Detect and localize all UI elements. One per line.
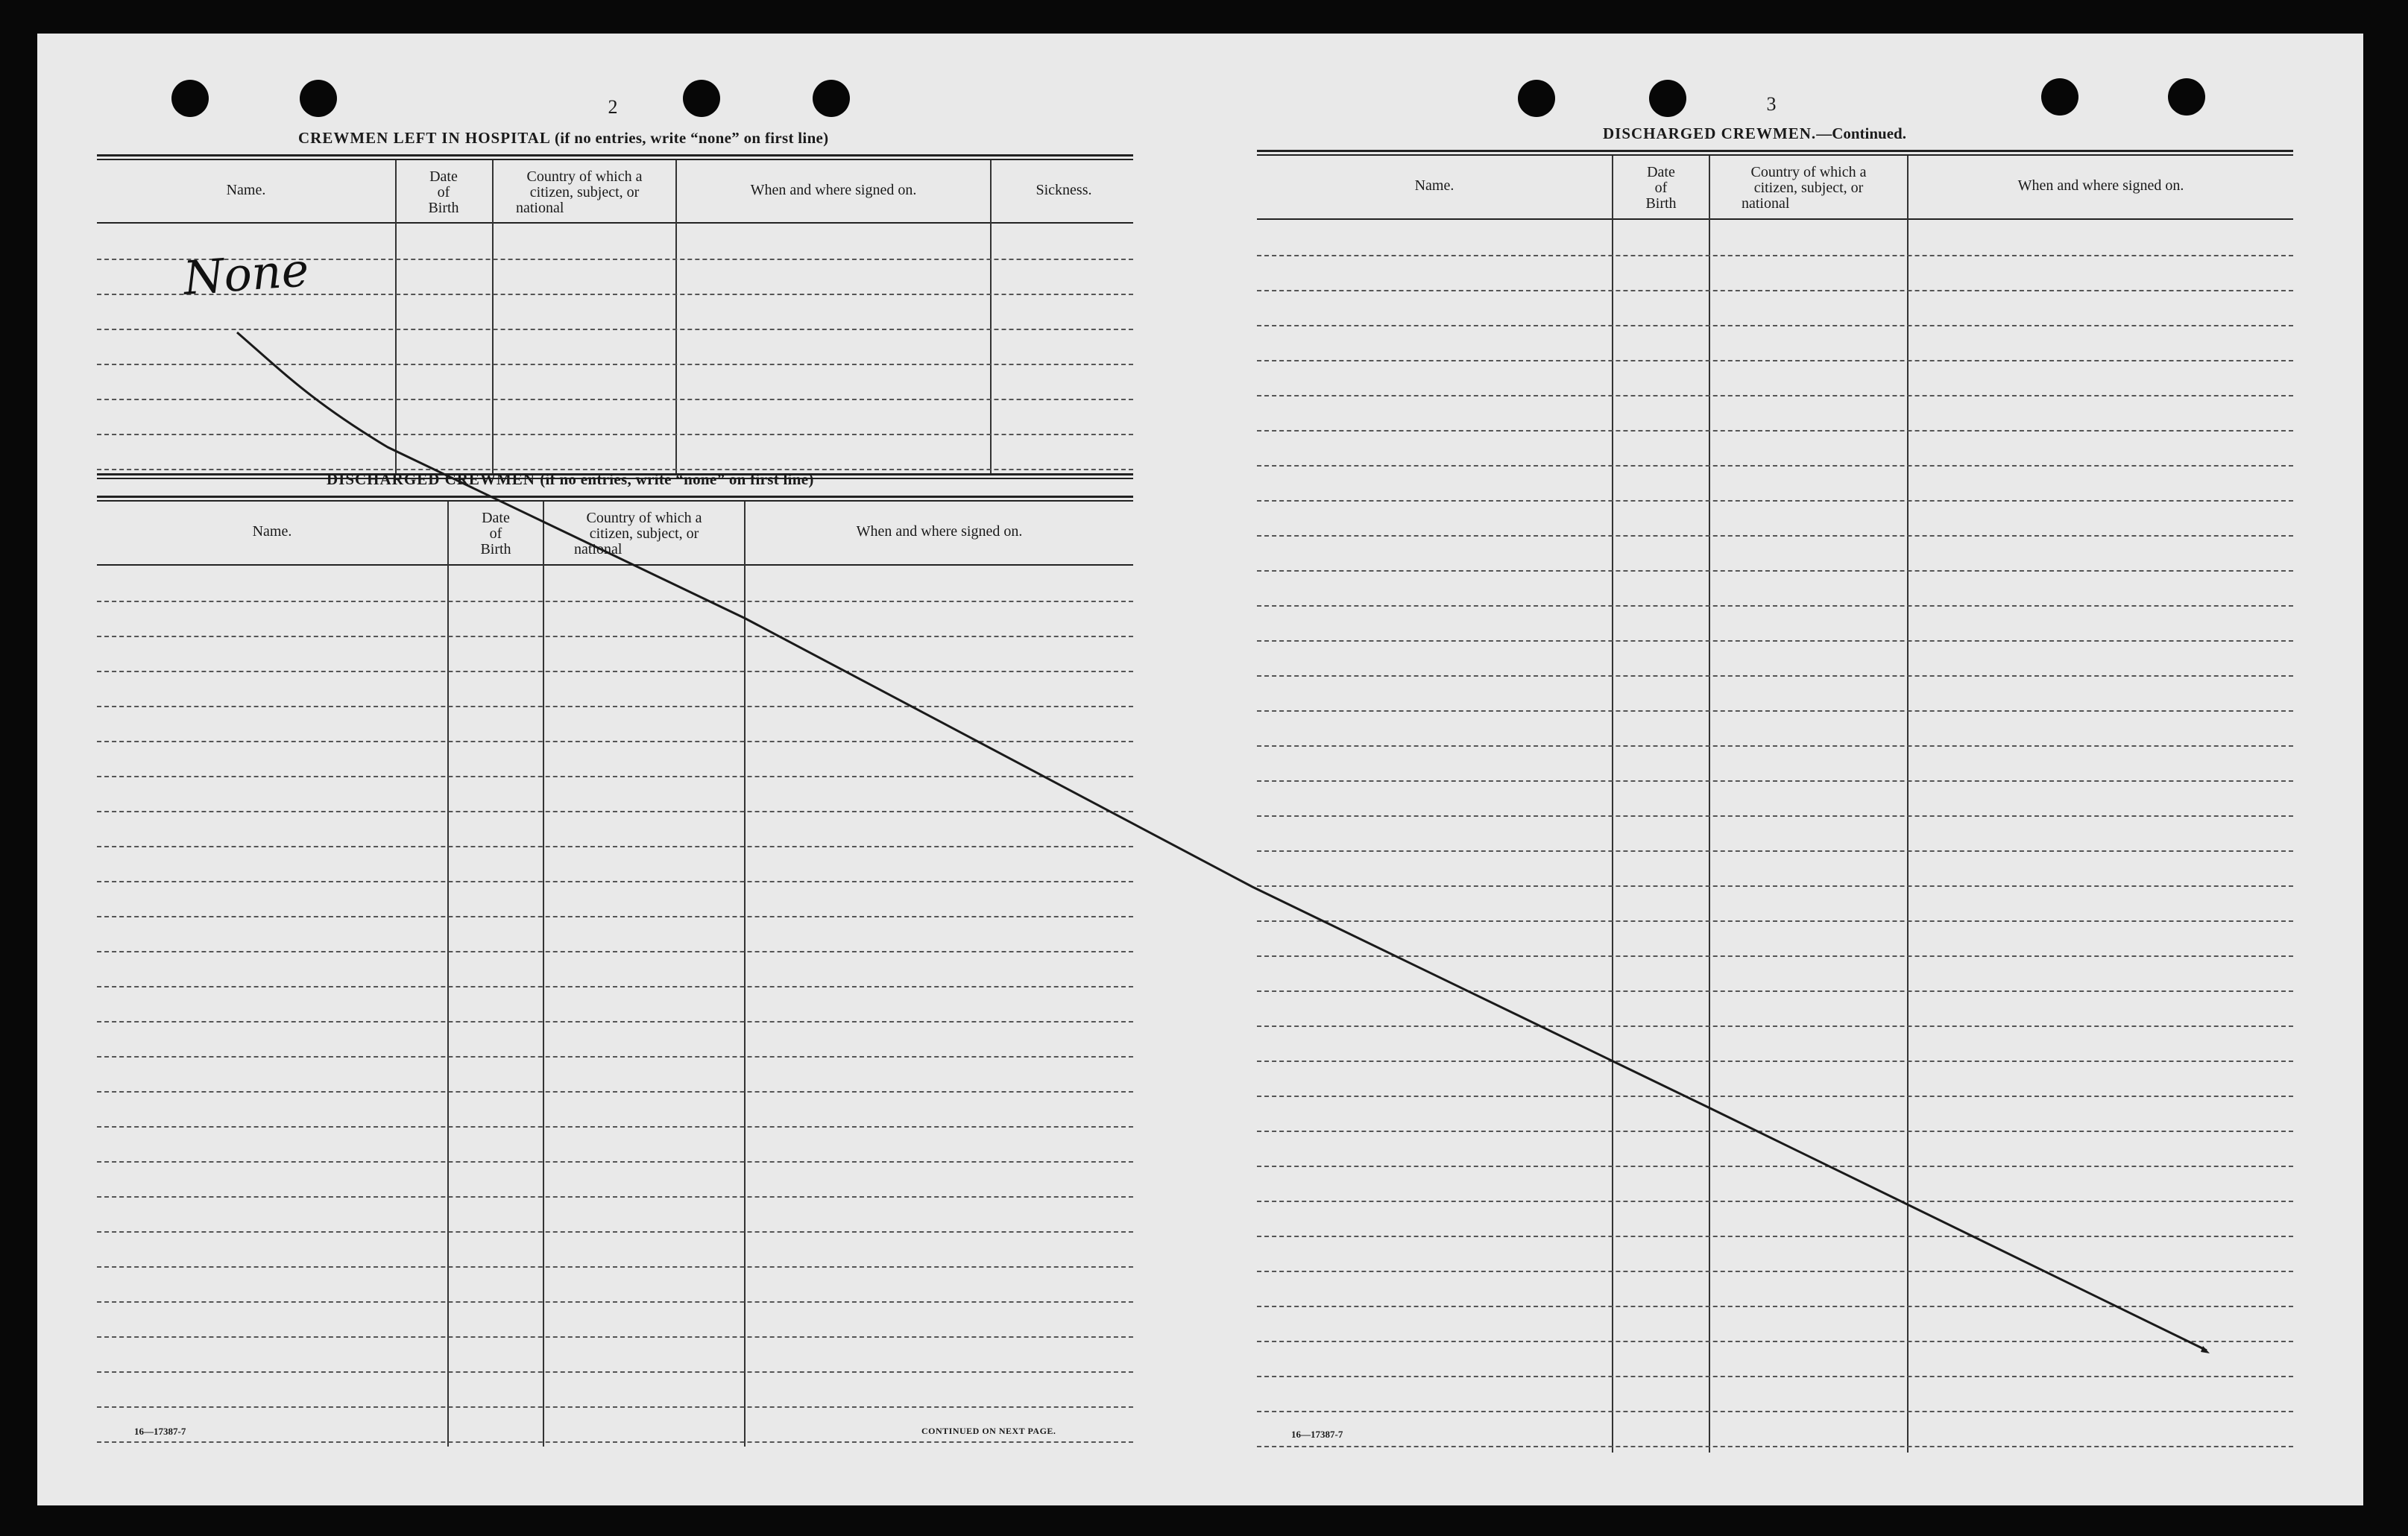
hospital-col-sickness: Sickness. bbox=[1036, 182, 1092, 198]
country-line: citizen, subject, or bbox=[589, 525, 699, 542]
country-line: national bbox=[516, 200, 564, 216]
discharged-col-dob bbox=[449, 511, 543, 557]
punch-hole bbox=[300, 80, 337, 117]
right-col-dob bbox=[1613, 165, 1709, 212]
entry-line bbox=[97, 1266, 1133, 1268]
dob-line: Date bbox=[429, 168, 458, 185]
right-top-rule bbox=[1257, 150, 2293, 156]
punch-hole bbox=[171, 80, 209, 117]
entry-line bbox=[1257, 1341, 2293, 1342]
country-line: national bbox=[1742, 195, 1790, 212]
form-number-left: 16—17387-7 bbox=[134, 1426, 186, 1437]
entry-line bbox=[97, 364, 1133, 365]
discharged-section-title bbox=[327, 470, 814, 489]
entry-line bbox=[1257, 640, 2293, 642]
entry-line bbox=[1257, 535, 2293, 537]
entry-line bbox=[97, 706, 1133, 707]
entry-line bbox=[97, 1196, 1133, 1198]
punch-hole bbox=[2041, 78, 2078, 116]
punch-hole bbox=[813, 80, 850, 117]
entry-line bbox=[97, 434, 1133, 435]
form-sheet bbox=[37, 34, 2363, 1505]
dob-line: of bbox=[489, 525, 502, 542]
entry-line bbox=[97, 951, 1133, 952]
entry-line bbox=[1257, 675, 2293, 677]
entry-line bbox=[97, 811, 1133, 812]
hospital-title-text: CREWMEN LEFT IN HOSPITAL bbox=[298, 129, 550, 147]
entry-line bbox=[1257, 1411, 2293, 1412]
entry-line bbox=[97, 1441, 1133, 1443]
entry-line bbox=[1257, 290, 2293, 291]
dob-line: of bbox=[1654, 180, 1668, 196]
punch-hole bbox=[683, 80, 720, 117]
discharged-top-rule bbox=[97, 496, 1133, 502]
entry-line bbox=[1257, 360, 2293, 361]
entry-line bbox=[97, 776, 1133, 777]
entry-line bbox=[1257, 395, 2293, 396]
entry-line bbox=[97, 881, 1133, 882]
punch-hole bbox=[1649, 80, 1686, 117]
entry-line bbox=[1257, 570, 2293, 572]
entry-line bbox=[1257, 920, 2293, 922]
entry-line bbox=[97, 1301, 1133, 1303]
entry-line bbox=[1257, 1025, 2293, 1027]
entry-line bbox=[1257, 465, 2293, 467]
right-col-country bbox=[1710, 165, 1907, 212]
entry-line bbox=[1257, 430, 2293, 432]
entry-line bbox=[1257, 710, 2293, 712]
entry-line bbox=[1257, 1446, 2293, 1447]
entry-line bbox=[1257, 1131, 2293, 1132]
discharged-title-note: (if no entries, write “none” on first line) bbox=[540, 470, 814, 488]
dob-line: of bbox=[437, 184, 450, 200]
entry-line bbox=[1257, 885, 2293, 887]
entry-line bbox=[1257, 955, 2293, 957]
entry-line bbox=[1257, 255, 2293, 256]
entry-line bbox=[1257, 1271, 2293, 1272]
entry-line bbox=[97, 1231, 1133, 1233]
entry-line bbox=[97, 916, 1133, 917]
page-number-right: 3 bbox=[1766, 93, 1777, 115]
right-col-name: Name. bbox=[1414, 177, 1454, 194]
punch-hole bbox=[1518, 80, 1555, 117]
entry-line bbox=[97, 601, 1133, 602]
entry-line bbox=[1257, 990, 2293, 992]
discharged-entry-rows-left bbox=[97, 566, 1133, 1453]
dob-line: Birth bbox=[480, 541, 511, 557]
hospital-col-country bbox=[494, 169, 675, 216]
hospital-col-dob bbox=[395, 169, 492, 216]
entry-line bbox=[1257, 745, 2293, 747]
entry-line bbox=[1257, 1306, 2293, 1307]
dob-line: Birth bbox=[1645, 195, 1677, 212]
entry-line bbox=[1257, 1201, 2293, 1202]
entry-line bbox=[1257, 1376, 2293, 1377]
entry-line bbox=[1257, 1061, 2293, 1062]
discharged-col-country bbox=[544, 511, 744, 557]
entry-line bbox=[97, 1056, 1133, 1058]
entry-line bbox=[1257, 1236, 2293, 1237]
discharged-title-text: DISCHARGED CREWMEN bbox=[327, 470, 535, 488]
entry-line bbox=[97, 986, 1133, 987]
handwritten-entry: None bbox=[181, 242, 311, 306]
continued-suffix: —Continued. bbox=[1816, 124, 1906, 142]
right-col-signed: When and where signed on. bbox=[2017, 177, 2184, 194]
country-line: Country of which a bbox=[586, 510, 702, 526]
entry-line bbox=[1257, 780, 2293, 782]
entry-line bbox=[1257, 850, 2293, 852]
entry-line bbox=[97, 1336, 1133, 1338]
hospital-col-signed: When and where signed on. bbox=[750, 182, 917, 198]
hospital-col-name: Name. bbox=[226, 182, 266, 198]
entry-line bbox=[1257, 500, 2293, 502]
hospital-section-title bbox=[298, 129, 828, 148]
discharged-col-name: Name. bbox=[252, 523, 292, 540]
country-line: Country of which a bbox=[1750, 164, 1867, 180]
entry-line bbox=[97, 1406, 1133, 1408]
entry-line bbox=[97, 846, 1133, 847]
country-line: citizen, subject, or bbox=[529, 184, 640, 200]
hospital-top-rule bbox=[97, 154, 1133, 160]
entry-line bbox=[1257, 1166, 2293, 1167]
dob-line: Date bbox=[482, 510, 510, 526]
discharged-continued-title bbox=[1603, 124, 1906, 143]
country-line: Country of which a bbox=[526, 168, 643, 185]
form-number-right: 16—17387-7 bbox=[1291, 1429, 1343, 1440]
entry-line bbox=[97, 1126, 1133, 1128]
entry-line bbox=[97, 1091, 1133, 1093]
entry-line bbox=[97, 329, 1133, 330]
entry-line bbox=[97, 1161, 1133, 1163]
discharged-col-signed: When and where signed on. bbox=[856, 523, 1023, 540]
dob-line: Birth bbox=[428, 200, 459, 216]
discharged-continued-text: DISCHARGED CREWMEN. bbox=[1603, 124, 1817, 142]
entry-line bbox=[97, 636, 1133, 637]
page-number-left: 2 bbox=[608, 96, 618, 118]
entry-line bbox=[97, 741, 1133, 742]
entry-line bbox=[97, 1371, 1133, 1373]
country-line: national bbox=[574, 541, 623, 557]
entry-line bbox=[97, 671, 1133, 672]
entry-line bbox=[1257, 325, 2293, 326]
entry-line bbox=[1257, 815, 2293, 817]
country-line: citizen, subject, or bbox=[1753, 180, 1864, 196]
dob-line: Date bbox=[1647, 164, 1675, 180]
entry-line bbox=[1257, 605, 2293, 607]
continued-note: CONTINUED ON NEXT PAGE. bbox=[921, 1426, 1056, 1436]
punch-hole bbox=[2168, 78, 2205, 116]
entry-line bbox=[1257, 1096, 2293, 1097]
entry-line bbox=[97, 1021, 1133, 1023]
discharged-entry-rows-right bbox=[1257, 220, 2293, 1457]
hospital-title-note: (if no entries, write “none” on first line) bbox=[554, 129, 829, 147]
entry-line bbox=[97, 399, 1133, 400]
